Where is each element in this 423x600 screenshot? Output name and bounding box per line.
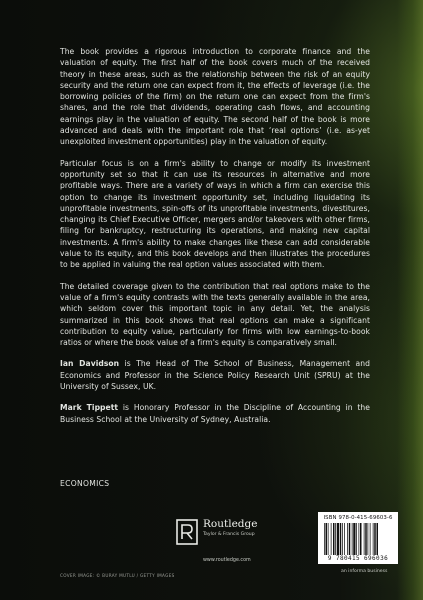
barcode-bar xyxy=(340,523,342,555)
barcode-bars-icon xyxy=(324,523,392,555)
publisher-group: Taylor & Francis Group xyxy=(203,532,255,537)
barcode-bar xyxy=(359,523,360,555)
barcode-bar xyxy=(373,523,374,555)
publisher-url[interactable]: www.routledge.com xyxy=(203,558,251,563)
barcode-bar xyxy=(335,523,336,555)
blurb-paragraph-2: Particular focus is on a firm's ability to change or modify its investment opportunity set so that it can use its resources in alternative and more profitable ways. There are a variety of ways in which a firm can exercise this option to change its investment opportunity set, including liquidating its unprofitable investments, spin-offs of its unprofitable investments, divestitures, changing its Chief Executive Officer, mergers and/or takeovers with other firms, filing for bankruptcy, restructuring its operations, and making new capital investments. A firm's ability to make changes like these can add considerable value to its equity, and this book develops and then illustrates the procedures to be applied in valuing the real option values associated with them. xyxy=(60,158,370,270)
leaf-decoration xyxy=(397,0,423,600)
barcode-bar xyxy=(342,523,343,555)
author-bio-text: is Honorary Professor in the Discipline of Accounting in the Business School at the University of Sydney, Australia. xyxy=(60,403,370,424)
barcode-bar xyxy=(349,523,351,555)
subject-category: ECONOMICS xyxy=(60,479,110,488)
blurb-paragraph-1: The book provides a rigorous introduction to corporate finance and the valuation of equity. The first half of the book covers much of the received theory in these areas, such as the relationship between the risk of an equity security and the return one can expect from it, the effects of leverage (i.e. the borrowing policies of the firm) on the return one can expect from the firm's shares, and the role that dividends, operating cash flows, and accounting earnings play in the valuation of equity. The second half of the book is more advanced and deals with the important role that ‘real options’ (i.e. as-yet unexploited investment opportunities) play in the valuation of equity. xyxy=(60,47,370,147)
barcode-bar xyxy=(370,523,371,555)
barcode-bar xyxy=(326,523,328,555)
barcode-digits: 9 780415 696036 xyxy=(327,555,389,562)
barcode-bar xyxy=(353,523,355,555)
barcode-bar xyxy=(364,523,365,555)
barcode-bar xyxy=(347,523,348,555)
barcode-bar xyxy=(368,523,369,555)
barcode-bar xyxy=(344,523,345,555)
blurb-paragraph-3: The detailed coverage given to the contribution that real options make to the value of a firm's equity contrasts with the texts generally available in the area, which seldom cover this important topic in any detail. Yet, the analysis summarized in this book shows that real options can make a significant contribution to equity value, particularly for firms with low earnings-to-book ratios or where the book value of a firm's equity is comparatively small. xyxy=(60,281,370,348)
author-name: Ian Davidson xyxy=(60,359,120,369)
author-bio-2 xyxy=(60,402,370,425)
barcode-bar xyxy=(365,523,367,555)
author-bio-text: is The Head of The School of Business, Management and Economics and Professor in the Science Policy Research Unit (SPRU) at the University of Sussex, UK. xyxy=(60,359,370,392)
barcode-bar xyxy=(328,523,329,555)
blurb xyxy=(60,46,370,435)
cover-image-credit: COVER IMAGE: © BURAY MUTLU / GETTY IMAGES xyxy=(60,573,175,578)
publisher-name: Routledge xyxy=(203,518,258,530)
barcode-bar xyxy=(337,523,339,555)
barcode xyxy=(318,512,398,564)
author-name: Mark Tippett xyxy=(60,403,119,413)
informa-tagline: an informa business xyxy=(341,569,388,574)
barcode-bar xyxy=(324,523,325,555)
publisher-block xyxy=(176,518,286,566)
barcode-bar xyxy=(356,523,357,555)
barcode-bar xyxy=(360,523,362,555)
barcode-bar xyxy=(377,523,379,555)
barcode-bar xyxy=(333,523,335,555)
barcode-bar xyxy=(352,523,353,555)
barcode-bar xyxy=(331,523,332,555)
routledge-logo-icon xyxy=(176,519,198,545)
isbn-label: ISBN 978-0-415-69603-6 xyxy=(323,515,393,521)
author-bio-1 xyxy=(60,358,370,392)
barcode-bar xyxy=(374,523,376,555)
